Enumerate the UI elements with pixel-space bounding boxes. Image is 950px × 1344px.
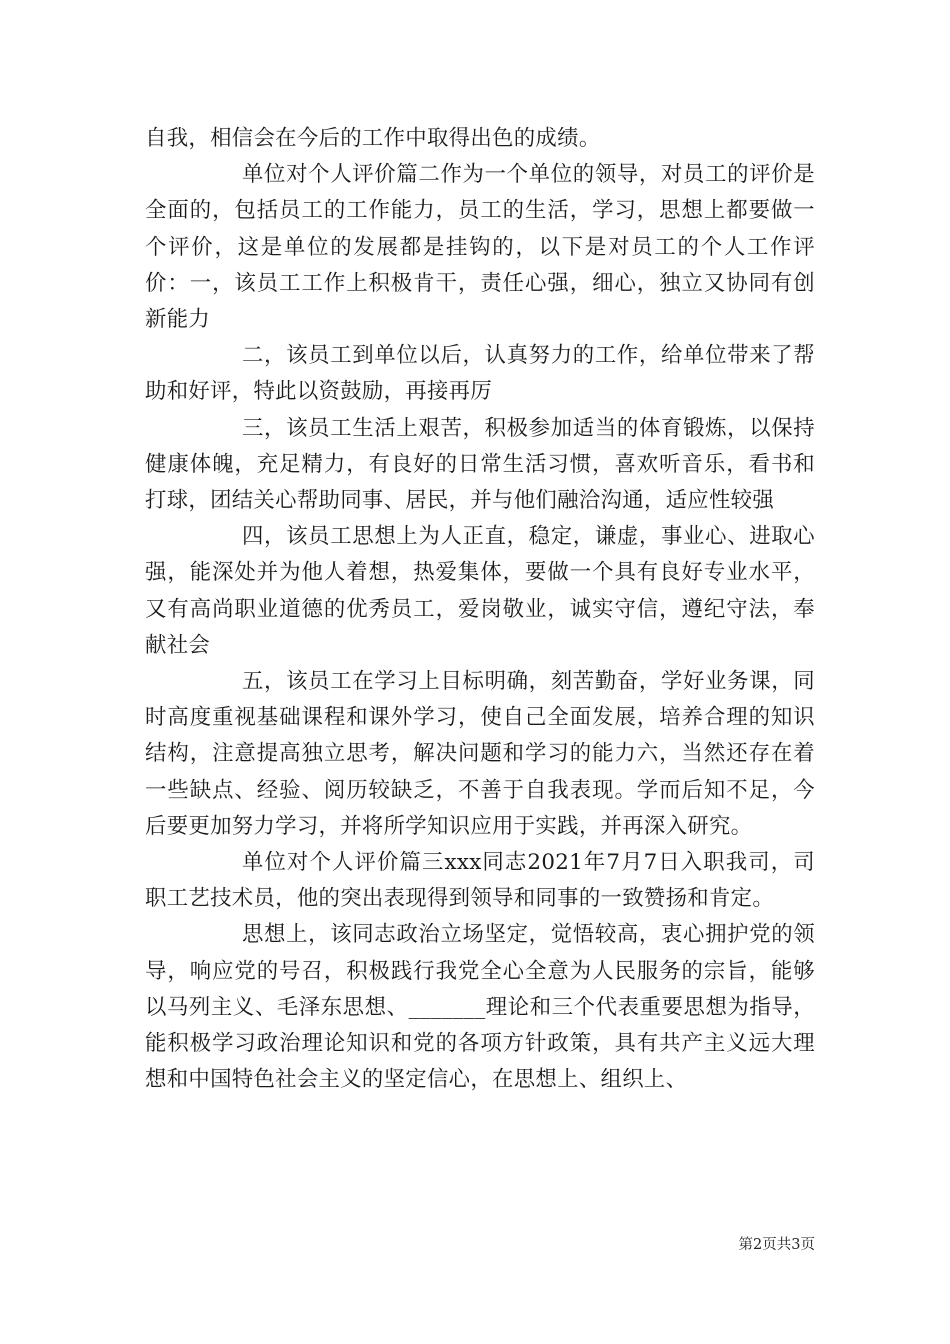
page-number-footer: 第2页共3页 [738,1237,815,1253]
paragraph-8: 思想上，该同志政治立场坚定，觉悟较高，衷心拥护党的领导，响应党的号召，积极践行我党全心全意为人民服务的宗旨，能够以马列主义、毛泽东思想、_______理论和三个代表重要思想为指导，能积极学习政治理论知识和党的各项方针政策，具有共产主义远大理想和中国特色社会主义的坚定信心，在思想上、组织上、 [145,922,815,1093]
paragraph-6: 五，该员工在学习上目标明确，刻苦勤奋，学好业务课，同时高度重视基础课程和课外学习，使自己全面发展，培养合理的知识结构，注意提高独立思考，解决问题和学习的能力六，当然还存在着一些缺点、经验、阅历较缺乏，不善于自我表现。学而后知不足，今后要更加努力学习，并将所学知识应用于实践，并再深入研究。 [145,669,815,839]
paragraph-7: 单位对个人评价篇三xxx同志2021年7月7日入职我司，司职工艺技术员，他的突出表现得到领导和同事的一致赞扬和肯定。 [145,850,815,912]
paragraph-3: 二，该员工到单位以后，认真努力的工作，给单位带来了帮助和好评，特此以资鼓励，再接再厉 [145,343,815,405]
paragraph-4: 三，该员工生活上艰苦，积极参加适当的体育锻炼，以保持健康体魄，充足精力，有良好的日常生活习惯，喜欢听音乐，看书和打球，团结关心帮助同事、居民，并与他们融洽沟通，适应性较强 [145,415,815,514]
paragraph-5: 四，该员工思想上为人正直，稳定，谦虚，事业心、进取心强，能深处并为他人着想，热爱集体，要做一个具有良好专业水平，又有高尚职业道德的优秀员工，爱岗敬业，诚实守信，遵纪守法，奉献社会 [145,524,815,658]
paragraph-2: 单位对个人评价篇二作为一个单位的领导，对员工的评价是全面的，包括员工的工作能力，员工的生活，学习，思想上都要做一个评价，这是单位的发展都是挂钩的，以下是对员工的个人工作评价：一，该员工工作上积极肯干，责任心强，细心，独立又协同有创新能力 [145,162,815,333]
document-body [145,121,815,1098]
paragraph-1: 自我，相信会在今后的工作中取得出色的成绩。 [145,126,601,151]
